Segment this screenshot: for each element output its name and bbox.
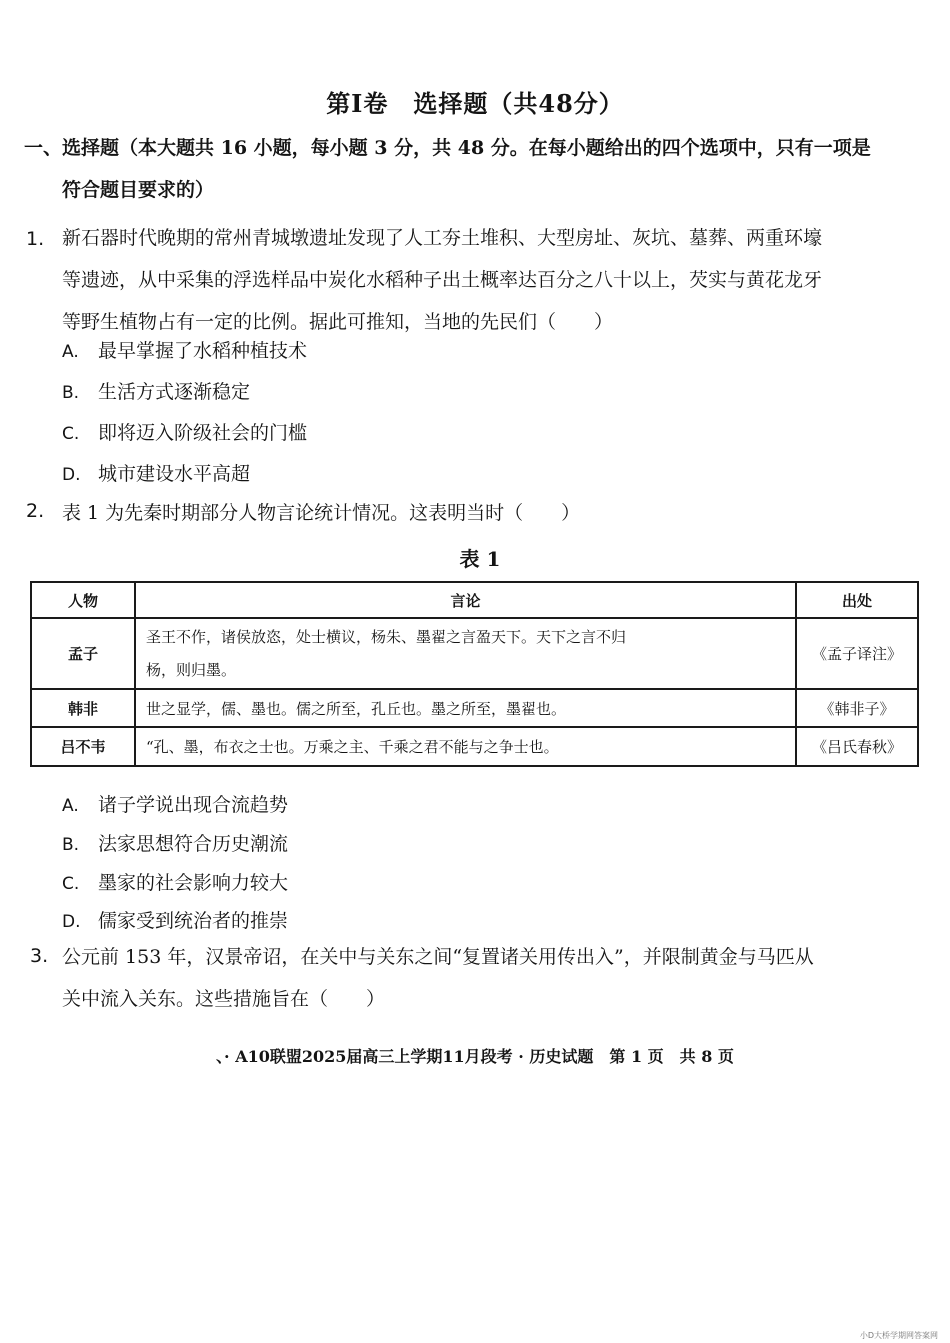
q2-option-c-letter: C.: [62, 874, 80, 894]
q2-option-b-text: 法家思想符合历史潮流: [98, 833, 289, 855]
cell-person: 韩非: [31, 689, 135, 727]
q2-stem: 表 1 为先秦时期部分人物言论统计情况。这表明当时（ ）: [62, 502, 581, 524]
q2-option-c-text: 墨家的社会影响力较大: [98, 872, 289, 894]
q3-stem-line-1: 公元前 153 年，汉景帝诏，在关中与关东之间“复置诸关用传出入”，并限制黄金与马匹从: [62, 946, 814, 968]
cell-source: 《孟子译注》: [796, 618, 918, 689]
q1-stem-line-3: 等野生植物占有一定的比例。据此可推知，当地的先民们（ ）: [62, 311, 614, 333]
q1-option-b-text: 生活方式逐渐稳定: [98, 381, 251, 403]
q1-stem-line-2: 等遗迹，从中采集的浮选样品中炭化水稻种子出土概率达百分之八十以上，芡实与黄花龙牙: [62, 269, 823, 291]
q2-option-a-text: 诸子学说出现合流趋势: [98, 794, 289, 816]
header-person: 人物: [31, 582, 135, 618]
q2-option-b-letter: B.: [62, 835, 80, 855]
table-row: [31, 689, 918, 727]
cell-speech: [135, 618, 796, 689]
q1-option-d: [62, 459, 250, 486]
corner-watermark: 小D大桥学期网答案网: [859, 1331, 938, 1340]
cell-person: 孟子: [31, 618, 135, 689]
q1-option-c-letter: C.: [62, 424, 80, 444]
q2-option-a: [62, 790, 288, 817]
section-heading: [24, 127, 929, 211]
q2-option-d-letter: D.: [62, 912, 81, 932]
q3-stem-line-2: 关中流入关东。这些措施旨在（ ）: [62, 988, 386, 1010]
cell-speech-line-2: 杨，则归墨。: [146, 660, 237, 679]
q1-option-d-text: 城市建设水平高超: [98, 463, 251, 485]
header-source: 出处: [796, 582, 918, 618]
cell-speech-line-1: 圣王不作，诸侯放恣，处士横议，杨朱、墨翟之言盈天下。天下之言不归: [146, 627, 627, 646]
q3-stem: [62, 936, 932, 1020]
q1-option-c: [62, 418, 307, 445]
speech-table: [30, 581, 919, 767]
q3-number: 3.: [30, 945, 49, 967]
cell-speech: 世之显学，儒、墨也。儒之所至，孔丘也。墨之所至，墨翟也。: [135, 689, 796, 727]
cell-source: 《韩非子》: [796, 689, 918, 727]
section-heading-line-1: 一、选择题（本大题共 16 小题，每小题 3 分，共 48 分。在每小题给出的四个选项中，只有一项是: [24, 137, 871, 159]
q1-option-a-text: 最早掌握了水稻种植技术: [98, 340, 308, 362]
q1-option-b: [62, 377, 250, 404]
q1-option-c-text: 即将迈入阶级社会的门槛: [98, 422, 308, 444]
q2-number: 2.: [26, 500, 45, 522]
q1-option-b-letter: B.: [62, 383, 80, 403]
table-caption: 表 1: [459, 547, 501, 571]
q1-option-a: [62, 336, 307, 363]
section-heading-line-2: 符合题目要求的）: [62, 179, 215, 201]
cell-person: 吕不韦: [31, 727, 135, 766]
q2-option-b: [62, 829, 288, 856]
q1-number: 1.: [26, 228, 45, 250]
q1-stem: [62, 217, 932, 343]
q1-stem-line-1: 新石器时代晚期的常州青城墩遗址发现了人工夯土堆积、大型房址、灰坑、墓葬、两重环壕: [62, 227, 823, 249]
page-footer: 、· A10联盟2025届高三上学期11月段考 · 历史试题 第 1 页 共 8 页: [216, 1047, 734, 1066]
table-header-row: [31, 582, 918, 618]
q1-option-d-letter: D.: [62, 465, 81, 485]
header-speech: 言论: [135, 582, 796, 618]
table-row: [31, 618, 918, 689]
table-row: [31, 727, 918, 766]
q2-option-d: [62, 906, 288, 933]
q2-option-d-text: 儒家受到统治者的推崇: [98, 910, 289, 932]
q2-option-a-letter: A.: [62, 796, 79, 816]
q2-option-c: [62, 868, 288, 895]
cell-speech: “孔、墨，布衣之士也。万乘之主、千乘之君不能与之争士也。: [135, 727, 796, 766]
page-title: 第Ⅰ卷 选择题（共48分）: [326, 89, 624, 118]
cell-source: 《吕氏春秋》: [796, 727, 918, 766]
q1-option-a-letter: A.: [62, 342, 79, 362]
